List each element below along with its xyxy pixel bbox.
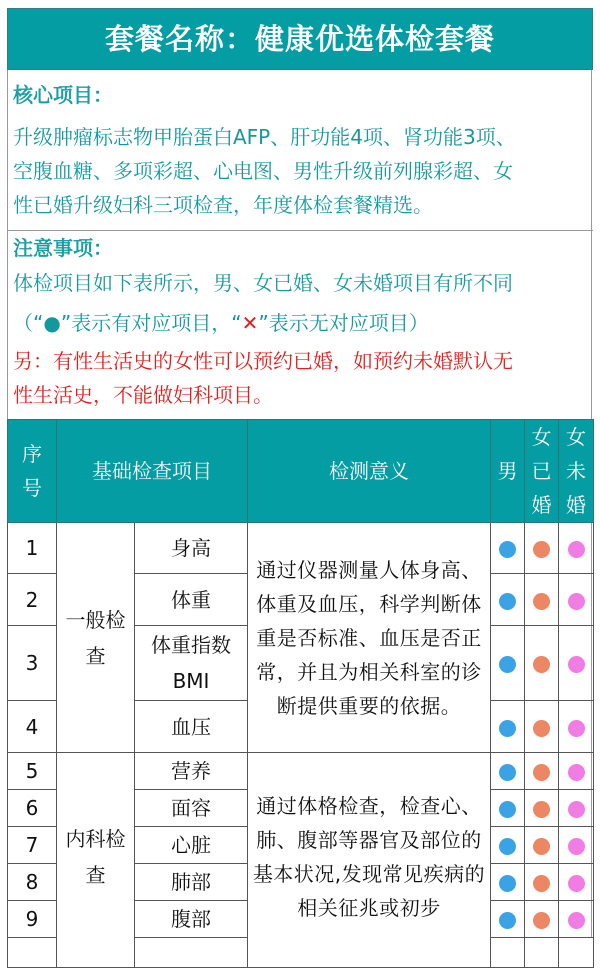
item-name: 心脏 bbox=[135, 827, 248, 864]
group-name-general bbox=[57, 523, 135, 753]
group-name-line: 查 bbox=[85, 863, 106, 887]
group-name-internal bbox=[57, 753, 135, 968]
female-unmarried-available-dot-icon bbox=[568, 838, 585, 855]
male-cell bbox=[491, 753, 525, 790]
female-unmarried-cell bbox=[559, 827, 594, 864]
header-female-unmarried bbox=[559, 420, 594, 523]
header-char: 女 bbox=[566, 425, 586, 449]
female-married-cell bbox=[525, 901, 559, 938]
female-unmarried-cell bbox=[559, 901, 594, 938]
male-cell bbox=[491, 901, 525, 938]
male-available-dot-icon bbox=[499, 801, 516, 818]
female-married-cell bbox=[525, 701, 559, 753]
female-married-available-dot-icon bbox=[533, 838, 550, 855]
header-char: 婚 bbox=[531, 493, 552, 517]
item-meaning: 通过体格检查，检查心、肺、腹部等器官及部位的基本状况,发现常见疾病的相关征兆或初步 bbox=[248, 753, 491, 968]
header-char: 婚 bbox=[566, 493, 586, 517]
header-female-married bbox=[525, 420, 559, 523]
row-number: 3 bbox=[8, 626, 57, 701]
female-unmarried-cell bbox=[559, 626, 594, 701]
male-cell bbox=[491, 864, 525, 901]
header-meaning: 检测意义 bbox=[248, 420, 491, 523]
female-married-available-dot-icon bbox=[533, 656, 550, 673]
row-number: 4 bbox=[8, 701, 57, 753]
core-items-section bbox=[8, 78, 592, 222]
male-cell bbox=[491, 626, 525, 701]
notes-section bbox=[8, 232, 592, 412]
female-married-cell bbox=[525, 574, 559, 626]
row-number: 1 bbox=[8, 523, 57, 574]
female-unmarried-available-dot-icon bbox=[568, 720, 585, 737]
header-index-char: 号 bbox=[22, 476, 42, 500]
male-available-dot-icon bbox=[499, 764, 516, 781]
male-available-dot-icon bbox=[499, 912, 516, 929]
female-unmarried-cell bbox=[559, 790, 594, 827]
male-available-dot-icon bbox=[499, 838, 516, 855]
male-cell bbox=[491, 523, 525, 574]
legend-mid: ”表示有对应项目，“ bbox=[60, 311, 242, 335]
female-unmarried-available-dot-icon bbox=[568, 593, 585, 610]
group-name-line: 内科检 bbox=[65, 827, 126, 851]
core-items-line: 性已婚升级妇科三项检查，年度体检套餐精选。 bbox=[13, 193, 433, 217]
female-married-available-dot-icon bbox=[533, 541, 550, 558]
header-male: 男 bbox=[491, 420, 525, 523]
item-name bbox=[135, 626, 248, 701]
table-row bbox=[8, 523, 594, 574]
item-name: 肺部 bbox=[135, 864, 248, 901]
header-index bbox=[8, 420, 57, 523]
item-name-line: BMI bbox=[172, 669, 210, 693]
exam-items-table bbox=[7, 419, 594, 968]
warning-line: 另：有性生活史的女性可以预约已婚，如预约未婚默认无 bbox=[13, 349, 513, 373]
group-name-line: 查 bbox=[85, 643, 106, 668]
section-divider bbox=[7, 230, 593, 231]
header-index-char: 序 bbox=[22, 442, 42, 466]
core-items-heading: 核心项目： bbox=[13, 83, 113, 107]
female-married-cell bbox=[525, 626, 559, 701]
row-number: 9 bbox=[8, 901, 57, 938]
available-dot-icon: ● bbox=[43, 311, 61, 335]
male-cell bbox=[491, 574, 525, 626]
item-name-line: 体重指数 bbox=[151, 633, 231, 657]
female-unmarried-cell bbox=[559, 523, 594, 574]
female-unmarried-cell bbox=[559, 753, 594, 790]
notes-line: 体检项目如下表所示，男、女已婚、女未婚项目有所不同 bbox=[13, 271, 513, 295]
female-married-available-dot-icon bbox=[533, 593, 550, 610]
header-char: 女 bbox=[531, 425, 552, 449]
row-number: 2 bbox=[8, 574, 57, 626]
female-married-available-dot-icon bbox=[533, 764, 550, 781]
female-married-cell bbox=[525, 827, 559, 864]
female-unmarried-available-dot-icon bbox=[568, 912, 585, 929]
header-char: 已 bbox=[531, 459, 552, 483]
male-cell bbox=[491, 701, 525, 753]
item-name: 面容 bbox=[135, 790, 248, 827]
female-unmarried-available-dot-icon bbox=[568, 764, 585, 781]
female-married-cell bbox=[525, 790, 559, 827]
item-name: 身高 bbox=[135, 523, 248, 574]
item-name: 体重 bbox=[135, 574, 248, 626]
group-name-line: 一般检 bbox=[65, 607, 126, 632]
unavailable-x-icon: ✕ bbox=[241, 311, 259, 335]
female-unmarried-cell bbox=[559, 701, 594, 753]
male-available-dot-icon bbox=[499, 656, 516, 673]
female-married-cell bbox=[525, 753, 559, 790]
female-married-available-dot-icon bbox=[533, 875, 550, 892]
female-married-available-dot-icon bbox=[533, 801, 550, 818]
female-unmarried-cell bbox=[559, 864, 594, 901]
item-name: 血压 bbox=[135, 701, 248, 753]
item-name: 营养 bbox=[135, 753, 248, 790]
female-unmarried-available-dot-icon bbox=[568, 875, 585, 892]
male-cell bbox=[491, 938, 525, 968]
female-married-cell bbox=[525, 864, 559, 901]
item-name bbox=[135, 938, 248, 968]
row-number: 5 bbox=[8, 753, 57, 790]
core-items-line: 升级肿瘤标志物甲胎蛋白AFP、肝功能4项、肾功能3项、 bbox=[13, 125, 516, 149]
legend-close: ”表示无对应项目） bbox=[258, 311, 429, 335]
warning-line: 性生活史，不能做妇科项目。 bbox=[13, 383, 273, 407]
package-title: 套餐名称：健康优选体检套餐 bbox=[7, 8, 593, 70]
female-unmarried-available-dot-icon bbox=[568, 656, 585, 673]
row-number: 6 bbox=[8, 790, 57, 827]
header-basic-item: 基础检查项目 bbox=[57, 420, 248, 523]
legend-line bbox=[13, 302, 592, 344]
table-header-row bbox=[8, 420, 594, 523]
male-cell bbox=[491, 827, 525, 864]
male-cell bbox=[491, 790, 525, 827]
legend-open: （“ bbox=[13, 311, 44, 335]
row-number bbox=[8, 938, 57, 968]
header-char: 未 bbox=[566, 459, 586, 483]
female-unmarried-available-dot-icon bbox=[568, 541, 585, 558]
item-meaning: 通过仪器测量人体身高、体重及血压，科学判断体重是否标准、血压是否正常，并且为相关科室的诊断提供重要的依据。 bbox=[248, 523, 491, 753]
notes-heading: 注意事项： bbox=[13, 236, 113, 260]
male-available-dot-icon bbox=[499, 720, 516, 737]
row-number: 7 bbox=[8, 827, 57, 864]
male-available-dot-icon bbox=[499, 593, 516, 610]
row-number: 8 bbox=[8, 864, 57, 901]
male-available-dot-icon bbox=[499, 541, 516, 558]
female-unmarried-cell bbox=[559, 574, 594, 626]
item-name: 腹部 bbox=[135, 901, 248, 938]
table-row bbox=[8, 753, 594, 790]
female-married-available-dot-icon bbox=[533, 912, 550, 929]
female-married-cell bbox=[525, 523, 559, 574]
female-unmarried-cell bbox=[559, 938, 594, 968]
female-married-cell bbox=[525, 938, 559, 968]
female-unmarried-available-dot-icon bbox=[568, 801, 585, 818]
core-items-line: 空腹血糖、多项彩超、心电图、男性升级前列腺彩超、女 bbox=[13, 159, 513, 183]
male-available-dot-icon bbox=[499, 875, 516, 892]
female-married-available-dot-icon bbox=[533, 720, 550, 737]
